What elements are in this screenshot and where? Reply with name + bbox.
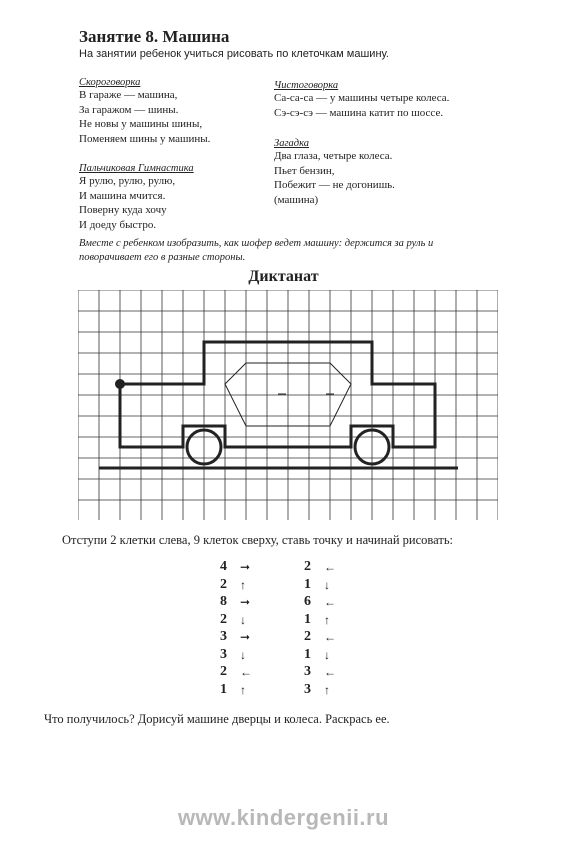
riddle-line: Пьет бензин, xyxy=(274,164,335,177)
car-drawing xyxy=(99,342,458,468)
pure-speech-block xyxy=(274,80,449,120)
step-count: 1 xyxy=(304,646,311,662)
arrow-left-icon: ← xyxy=(324,630,336,644)
finger-gym-line: И доеду быстро. xyxy=(79,218,157,231)
step-count: 1 xyxy=(304,611,311,627)
arrow-right-icon: ➞ xyxy=(240,630,251,644)
arrow-down-icon: ↓ xyxy=(240,612,246,627)
lesson-title: Занятие 8. Машина xyxy=(79,27,230,46)
riddle-line: (машина) xyxy=(274,193,319,206)
finger-gym-line: Я рулю, рулю, рулю, xyxy=(79,175,176,187)
arrow-down-icon: ↓ xyxy=(240,647,246,662)
result-question: Что получилось? Дорисуй машине дверцы и колеса. Раскрась ее. xyxy=(44,712,390,726)
finger-gym-heading: Пальчиковая Гимнастика xyxy=(79,163,194,174)
tongue-twister-line: В гараже — машина, xyxy=(79,89,178,101)
arrow-right-icon: ➞ xyxy=(240,560,251,574)
finger-gym-line: Поверну куда хочу xyxy=(79,204,167,216)
step-count: 6 xyxy=(304,594,311,609)
arrow-left-icon: ← xyxy=(324,665,336,679)
tongue-twister-line: Поменяем шины у машины. xyxy=(79,132,211,145)
watermark: www.kindergenii.ru xyxy=(177,805,390,830)
dictation-title: Диктанат xyxy=(248,268,319,285)
step-count: 3 xyxy=(304,664,311,679)
step-count: 3 xyxy=(220,629,227,644)
pure-speech-heading: Чистоговорка xyxy=(274,80,339,91)
dictation-instruction: Отступи 2 клетки слева, 9 клеток сверху, ставь точку и начинай рисовать: xyxy=(62,533,454,547)
finger-gym-block xyxy=(79,163,194,232)
tongue-twister-block xyxy=(79,77,210,146)
finger-gym-line: И машина мчится. xyxy=(79,189,166,202)
arrow-down-icon: ↓ xyxy=(324,647,330,662)
arrow-up-icon: ↑ xyxy=(324,612,330,627)
step-count: 1 xyxy=(304,576,311,592)
arrow-down-icon: ↓ xyxy=(324,577,330,592)
step-count: 4 xyxy=(220,559,227,574)
lesson-subtitle: На занятии ребенок учиться рисовать по клеточкам машину. xyxy=(79,48,389,60)
pure-speech-line: Са-са-са — у машины четыре колеса. xyxy=(274,92,450,104)
arrow-up-icon: ↑ xyxy=(240,682,246,697)
step-count: 2 xyxy=(304,629,311,644)
pure-speech-line: Сэ-сэ-сэ — машина катит по шоссе. xyxy=(274,106,444,119)
car-body-outline xyxy=(120,342,435,447)
drawing-grid xyxy=(78,290,498,520)
tongue-twister-heading: Скороговорка xyxy=(79,77,141,88)
arrow-left-icon: ← xyxy=(240,665,252,679)
arrow-up-icon: ↑ xyxy=(240,577,246,592)
step-count: 3 xyxy=(304,681,311,697)
tongue-twister-line: Не новы у машины шины, xyxy=(79,118,203,130)
step-count: 2 xyxy=(304,559,311,574)
riddle-block xyxy=(274,138,395,207)
activity-note xyxy=(79,237,499,265)
riddle-line: Два глаза, четыре колеса. xyxy=(274,150,393,162)
activity-note-line: Вместе с ребенком изобразить, как шофер ведет машину: держится за руль и xyxy=(79,238,434,249)
tongue-twister-line: За гаражом — шины. xyxy=(79,103,179,116)
arrow-left-icon: ← xyxy=(324,560,336,574)
step-count: 1 xyxy=(220,681,227,697)
step-count: 2 xyxy=(220,611,227,627)
arrow-left-icon: ← xyxy=(324,595,336,609)
riddle-line: Побежит — не догонишь. xyxy=(274,179,395,191)
step-count: 2 xyxy=(220,576,227,592)
step-count: 3 xyxy=(220,646,227,662)
step-count: 2 xyxy=(220,664,227,679)
activity-note-line: поворачивает его в разные стороны. xyxy=(79,252,246,263)
arrow-right-icon: ➞ xyxy=(240,595,251,609)
arrow-up-icon: ↑ xyxy=(324,682,330,697)
riddle-heading: Загадка xyxy=(274,138,310,149)
start-point xyxy=(115,379,125,389)
step-count: 8 xyxy=(220,594,227,609)
